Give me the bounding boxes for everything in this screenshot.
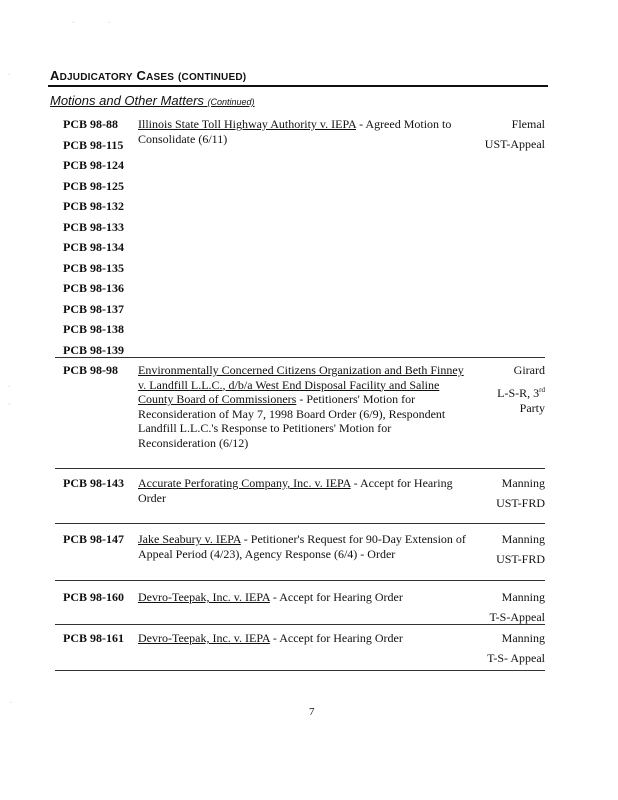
divider (55, 523, 545, 524)
divider (55, 468, 545, 469)
subsection-title: Motions and Other Matters (Continued) (50, 93, 255, 108)
scan-speck: · (10, 700, 12, 706)
case-name: Environmentally Concerned Citizens Organization and Beth Finney v. Landfill L.L.C., d/b/a West End Disposal Facility and Saline County Board of Commissioners (138, 363, 464, 406)
divider (55, 580, 545, 581)
case-meta (455, 360, 545, 416)
case-action: - Accept for Hearing Order (269, 631, 403, 645)
page-number: 7 (309, 706, 315, 718)
hearing-officer: Flemal (511, 117, 545, 131)
divider (55, 624, 545, 625)
docket-number: PCB 98-135 (63, 260, 124, 275)
case-description (138, 363, 468, 450)
case-description (138, 476, 468, 505)
case-type: UST-Appeal (484, 137, 545, 151)
case-action: - Accept for Hearing Order (138, 476, 453, 505)
divider (55, 357, 545, 358)
section-title: ADJUDICATORY CASES (CONTINUED) (50, 68, 247, 83)
docket-number: PCB 98-143 (63, 476, 124, 490)
case-entry (55, 587, 545, 627)
docket-number: PCB 98-98 (63, 363, 118, 377)
docket-number: PCB 98-88 (63, 117, 118, 131)
case-description (138, 532, 468, 561)
docket-number: PCB 98-161 (63, 631, 124, 645)
section-rule (48, 85, 548, 87)
docket-number: PCB 98-134 (63, 240, 124, 254)
case-name: Illinois State Toll Highway Authority v. IEPA (138, 117, 357, 131)
case-type: UST-FRD (496, 552, 545, 566)
hearing-officer: Manning (501, 631, 545, 645)
docket-number: PCB 98-147 (63, 532, 124, 546)
case-type: T-S- Appeal (487, 651, 545, 665)
docket-number: PCB 98-124 (63, 158, 124, 172)
hearing-officer: Manning (501, 532, 545, 546)
case-entry (55, 529, 545, 579)
case-description (138, 590, 468, 605)
docket-list (63, 114, 124, 360)
case-entry (55, 628, 545, 673)
case-meta (455, 587, 545, 627)
case-entry (55, 114, 545, 359)
case-name: Devro-Teepak, Inc. v. IEPA (138, 590, 270, 604)
case-type: T-S-Appeal (489, 610, 545, 624)
case-name: Jake Seabury v. IEPA (138, 532, 241, 546)
case-description (138, 631, 468, 646)
docket-number: PCB 98-136 (63, 281, 124, 295)
case-name: Devro-Teepak, Inc. v. IEPA (138, 631, 270, 645)
docket-number: PCB 98-138 (63, 322, 124, 336)
case-description (138, 117, 468, 146)
case-meta (455, 473, 545, 513)
docket-number: PCB 98-139 (63, 342, 124, 357)
docket-number: PCB 98-133 (63, 219, 124, 234)
case-entry (55, 473, 545, 523)
scan-speck: · (108, 20, 110, 26)
case-action: - Petitioner's Request for 90-Day Extension of Appeal Period (4/23), Agency Response (6/4) - Order (138, 532, 466, 561)
case-type: UST-FRD (496, 496, 545, 510)
scan-speck: · (8, 72, 10, 78)
docket-number: PCB 98-137 (63, 301, 124, 316)
case-entry (55, 360, 545, 460)
scan-speck: · (72, 20, 74, 26)
case-type: L-S-R, 3rd Party (497, 386, 545, 415)
case-action: - Petitioners' Motion for Reconsideration of May 7, 1998 Board Order (6/9), Respondent Landfill L.L.C.'s Response to Petitioners' Motion for Reconsideration (6/12) (138, 392, 446, 450)
case-meta (455, 628, 545, 668)
docket-number: PCB 98-115 (63, 137, 124, 152)
hearing-officer: Manning (501, 590, 545, 604)
scan-speck: · (8, 402, 10, 408)
case-meta (455, 529, 545, 569)
divider (55, 670, 545, 671)
hearing-officer: Girard (513, 363, 545, 377)
docket-number: PCB 98-160 (63, 590, 124, 604)
scan-speck: · (8, 384, 10, 390)
docket-number: PCB 98-132 (63, 199, 124, 213)
case-name: Accurate Perforating Company, Inc. v. IEPA (138, 476, 351, 490)
case-action: - Accept for Hearing Order (269, 590, 403, 604)
hearing-officer: Manning (501, 476, 545, 490)
case-meta (455, 114, 545, 154)
docket-number: PCB 98-125 (63, 178, 124, 193)
case-action: - Agreed Motion to Consolidate (6/11) (138, 117, 452, 146)
